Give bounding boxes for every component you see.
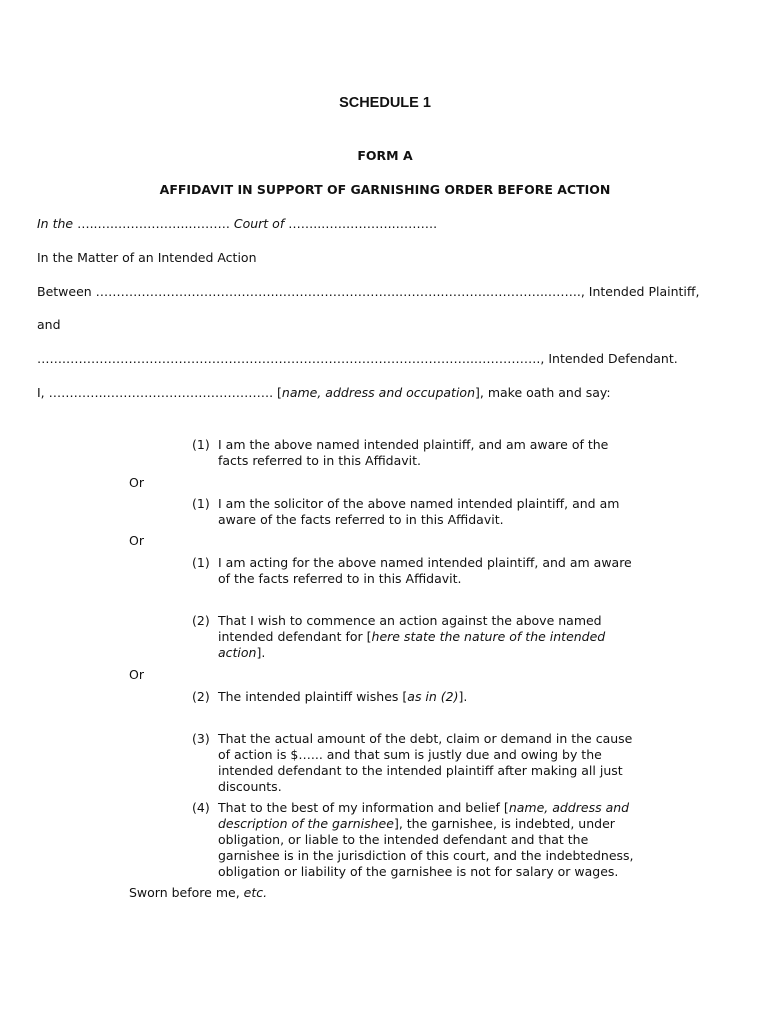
court-of: Court of (233, 216, 289, 231)
paragraph-1-option-b (192, 496, 652, 528)
or-label: Or (129, 475, 144, 490)
paragraph-line: I am the solicitor of the above named intended plaintiff, and am (218, 496, 620, 511)
paragraph-number: (1) (192, 437, 210, 452)
form-heading: FORM A (357, 148, 413, 163)
deponent-italic: name, address and occupation (281, 385, 476, 400)
sworn-text: Sworn before me, (129, 885, 244, 900)
or-label: Or (129, 667, 144, 682)
paragraph-number: (1) (192, 555, 210, 570)
paragraph-text: ]. (256, 645, 266, 660)
paragraph-1-option-c (192, 555, 652, 587)
paragraph-4 (192, 800, 652, 880)
paragraph-line: intended defendant to the intended plaintiff after making all just (218, 763, 623, 778)
paragraph-line: I am acting for the above named intended plaintiff, and am aware (218, 555, 632, 570)
court-blank-2: ……..…….………..………. (288, 216, 438, 231)
court-in-the: In the (37, 216, 78, 231)
or-label: Or (129, 533, 144, 548)
paragraph-line: aware of the facts referred to in this Affidavit. (218, 512, 504, 527)
paragraph-line: facts referred to in this Affidavit. (218, 453, 421, 468)
paragraph-line: of the facts referred to in this Affidavit. (218, 571, 462, 586)
paragraph-number: (2) (192, 689, 210, 704)
paragraph-italic: description of the garnishee (218, 816, 394, 831)
paragraph-text: intended defendant for [ (218, 629, 372, 644)
paragraph-line: I am the above named intended plaintiff, and am aware of the (218, 437, 609, 452)
defendant-line: …….……………………………………………………………………………………..……………., Intended Defendant. (37, 351, 678, 366)
paragraph-3 (192, 731, 652, 795)
matter-line: In the Matter of an Intended Action (37, 250, 257, 265)
deponent-line (37, 385, 611, 401)
paragraph-line (218, 689, 652, 705)
paragraph-line: That I wish to commence an action against the above named (218, 613, 602, 628)
sworn-line (129, 885, 267, 901)
paragraph-2-option-b (192, 689, 652, 705)
paragraph-line: obligation or liability of the garnishee is not for salary or wages. (218, 864, 619, 879)
paragraph-line: obligation, or liable to the intended defendant and that the (218, 832, 589, 847)
affidavit-title: AFFIDAVIT IN SUPPORT OF GARNISHING ORDER BEFORE ACTION (159, 182, 611, 197)
and-line: and (37, 317, 61, 332)
deponent-suffix: ], make oath and say: (475, 385, 611, 400)
paragraph-text: The intended plaintiff wishes [ (218, 689, 408, 704)
paragraph-italic: name, address and (508, 800, 630, 815)
paragraph-italic: here state the nature of the intended (371, 629, 606, 644)
paragraph-line: That the actual amount of the debt, claim or demand in the cause (218, 731, 633, 746)
paragraph-text: ], the garnishee, is indebted, under (393, 816, 615, 831)
paragraph-1-option-a (192, 437, 652, 469)
paragraph-number: (3) (192, 731, 210, 746)
paragraph-text: ]. (458, 689, 468, 704)
paragraph-text: That to the best of my information and belief [ (218, 800, 509, 815)
paragraph-line: of action is $…... and that sum is justly due and owing by the (218, 747, 602, 762)
paragraph-2-option-a (192, 613, 652, 661)
paragraph-italic: as in (2) (407, 689, 459, 704)
between-line: Between ……………………………………..………………………..………..………..…………..…….., Intended Plaintiff, (37, 284, 700, 299)
schedule-heading: SCHEDULE 1 (339, 95, 431, 111)
paragraph-line (218, 629, 652, 645)
paragraph-italic: action (218, 645, 257, 660)
paragraph-line (218, 645, 652, 661)
sworn-italic: etc. (243, 885, 268, 900)
paragraph-line (218, 816, 652, 832)
paragraph-number: (2) (192, 613, 210, 628)
court-line (37, 216, 437, 232)
paragraph-line: discounts. (218, 779, 282, 794)
court-blank-1: …..…..……………..………. (77, 216, 234, 231)
paragraph-line (218, 800, 652, 816)
paragraph-number: (1) (192, 496, 210, 511)
deponent-prefix: I, …………..…………………………………. [ (37, 385, 282, 400)
paragraph-line: garnishee is in the jurisdiction of this court, and the indebtedness, (218, 848, 634, 863)
paragraph-number: (4) (192, 800, 210, 815)
